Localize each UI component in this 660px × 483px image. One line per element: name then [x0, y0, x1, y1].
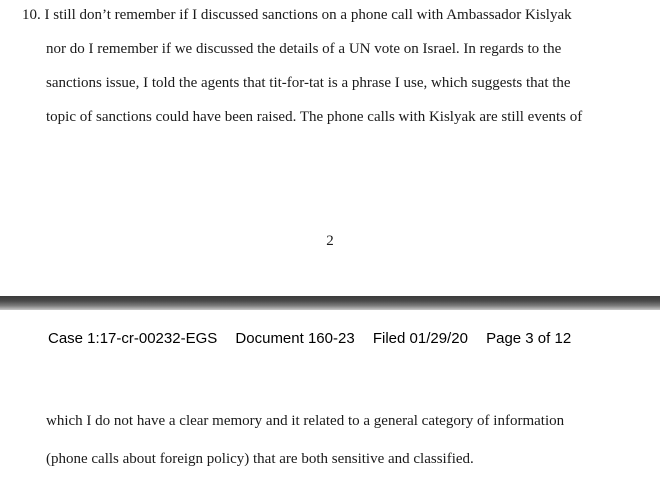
document-number: Document 160-23 [235, 330, 355, 347]
paragraph-line: nor do I remember if we discussed the details of a UN vote on Israel. In regards to the [46, 41, 562, 57]
page-number: 2 [326, 233, 334, 249]
filed-date: Filed 01/29/20 [372, 330, 468, 347]
page-separator [0, 296, 660, 310]
paragraph-line: 10. I still don’t remember if I discussed sanctions on a phone call with Ambassador Kislyak [22, 7, 572, 23]
page-indicator: Page 3 of 12 [486, 330, 572, 347]
paragraph-line: which I do not have a clear memory and it related to a general category of information [46, 413, 565, 429]
paragraph-line: topic of sanctions could have been raised. The phone calls with Kislyak are still events of [46, 109, 583, 125]
paragraph-line: (phone calls about foreign policy) that are both sensitive and classified. [46, 451, 474, 467]
case-filing-header [48, 331, 571, 346]
paragraph-line: sanctions issue, I told the agents that tit-for-tat is a phrase I use, which suggests that the [46, 75, 571, 91]
case-number: Case 1:17-cr-00232-EGS [48, 330, 218, 347]
